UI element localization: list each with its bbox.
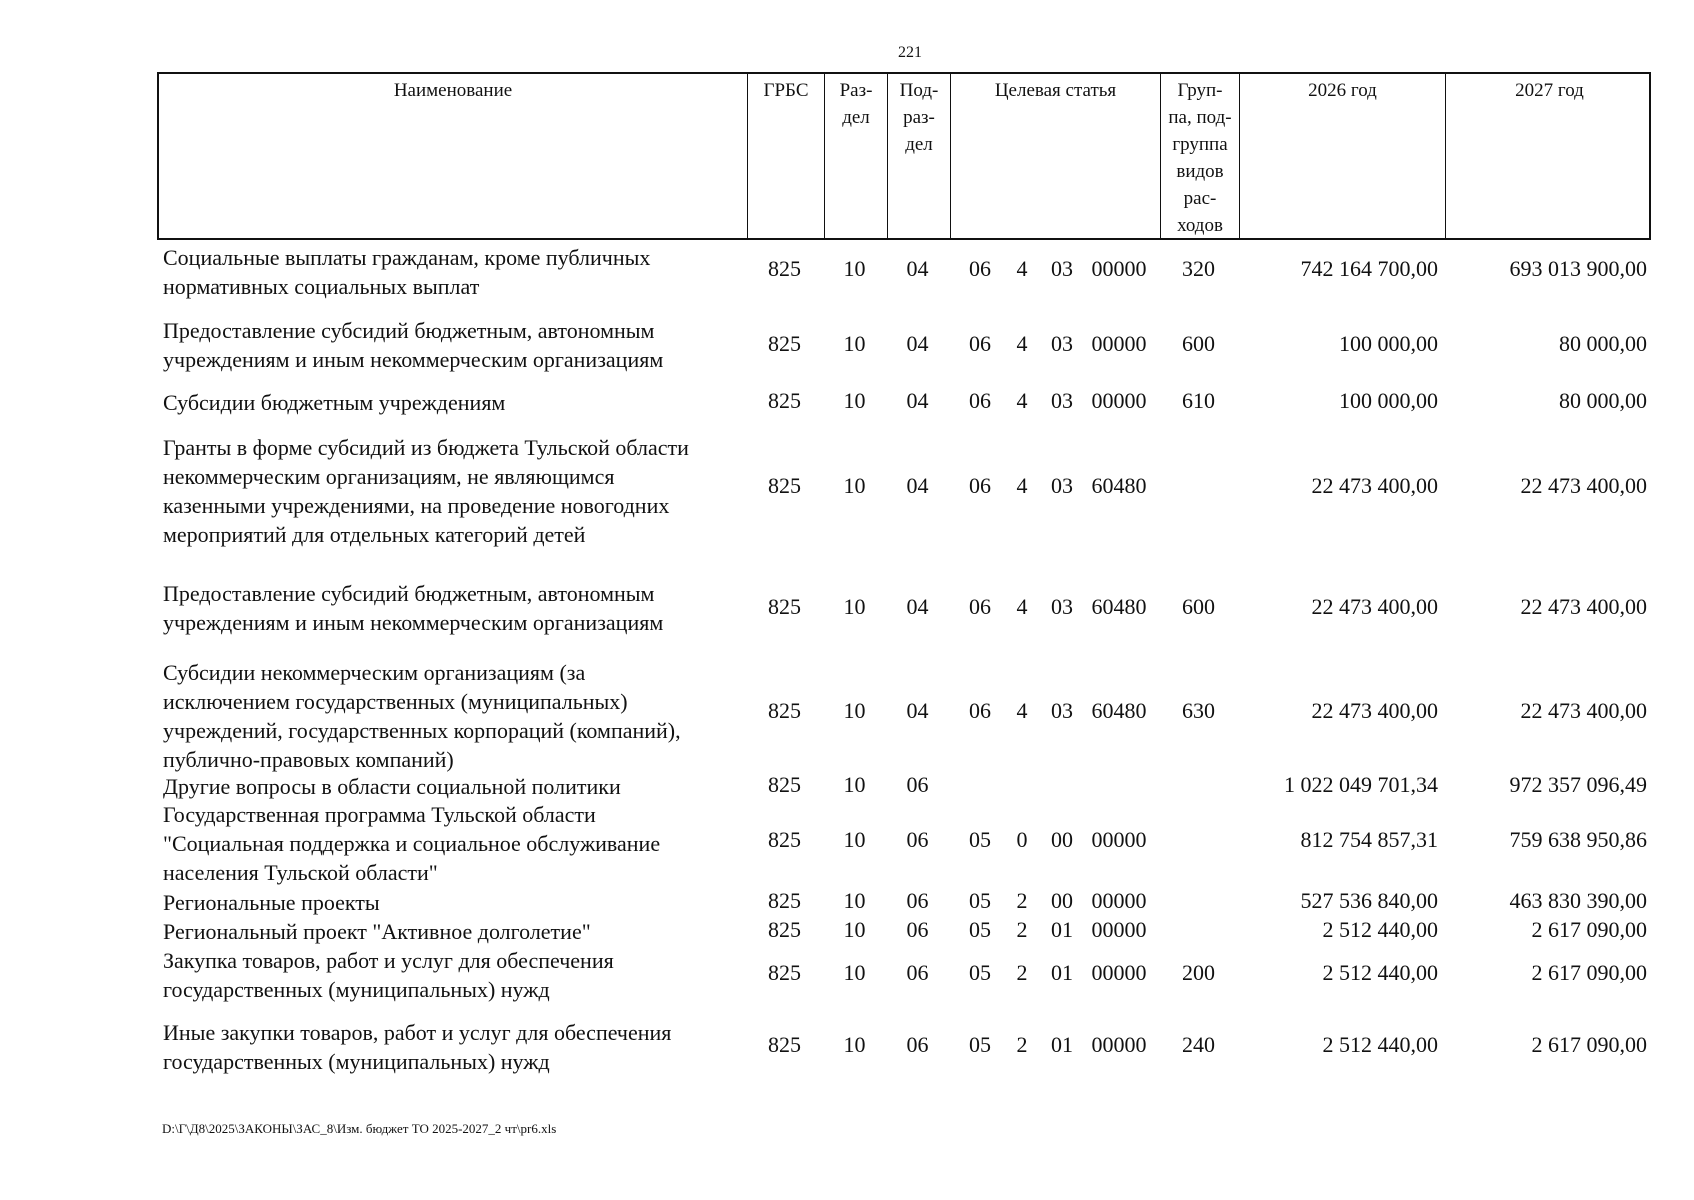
- cell-t3: 03: [1051, 331, 1073, 356]
- cell-t3: 01: [1051, 1032, 1073, 1057]
- cell-t4: 00000: [1091, 1032, 1147, 1057]
- table-row: [157, 579, 1651, 637]
- cell-t3: 00: [1051, 827, 1073, 852]
- header-podrazdel: Под- раз- дел: [888, 74, 951, 238]
- row-name: [163, 888, 743, 917]
- cell-t4: 00000: [1091, 331, 1147, 356]
- cell-t2: 2: [1016, 917, 1028, 942]
- row-name: [163, 946, 743, 1004]
- cell-pr: 06: [906, 1032, 929, 1057]
- cell-vr: 630: [1182, 698, 1215, 723]
- cell-2026: 100 000,00: [1339, 388, 1438, 413]
- cell-2026: 527 536 840,00: [1300, 888, 1438, 913]
- cell-grbs: 825: [768, 960, 801, 985]
- header-group: Груп- па, под- группа видов рас- ходов: [1161, 74, 1240, 238]
- cell-2027: 2 617 090,00: [1531, 917, 1647, 942]
- cell-pr: 04: [906, 388, 929, 413]
- header-razdel: Раз- дел: [825, 74, 888, 238]
- cell-2026: 1 022 049 701,34: [1284, 772, 1438, 797]
- table-header: [157, 72, 1651, 240]
- row-name: [163, 579, 743, 637]
- row-name-line: Гранты в форме субсидий из бюджета Тульской области: [163, 435, 689, 460]
- cell-rz: 10: [843, 388, 866, 413]
- cell-rz: 10: [843, 917, 866, 942]
- row-name-line: Предоставление субсидий бюджетным, автономным: [163, 318, 655, 343]
- row-name: [163, 243, 743, 301]
- cell-rz: 10: [843, 473, 866, 498]
- cell-grbs: 825: [768, 772, 801, 797]
- cell-t1: 05: [969, 888, 991, 913]
- table-row: [157, 800, 1651, 887]
- row-name-line: учреждениям и иным некоммерческим организациям: [163, 347, 664, 372]
- cell-t2: 4: [1016, 256, 1028, 281]
- header-target: Целевая статья: [951, 74, 1161, 238]
- header-2026: 2026 год: [1240, 74, 1446, 238]
- page-number: 221: [898, 44, 922, 61]
- cell-t1: 06: [969, 331, 991, 356]
- table-row: [157, 316, 1651, 374]
- cell-t2: 4: [1016, 331, 1028, 356]
- cell-t2: 4: [1016, 388, 1028, 413]
- cell-t3: 03: [1051, 388, 1073, 413]
- row-name-line: исключением государственных (муниципальных): [163, 689, 628, 714]
- header-2027: 2027 год: [1515, 80, 1584, 101]
- table-row: [157, 1018, 1651, 1076]
- cell-t4: 60480: [1091, 473, 1147, 498]
- cell-2027: 80 000,00: [1559, 388, 1647, 413]
- cell-t2: 2: [1016, 960, 1028, 985]
- cell-vr: 320: [1182, 256, 1215, 281]
- cell-2026: 22 473 400,00: [1311, 594, 1438, 619]
- cell-rz: 10: [843, 888, 866, 913]
- cell-t4: 00000: [1091, 917, 1147, 942]
- cell-2026: 812 754 857,31: [1300, 827, 1438, 852]
- cell-t3: 03: [1051, 594, 1073, 619]
- cell-pr: 04: [906, 594, 929, 619]
- cell-t3: 01: [1051, 917, 1073, 942]
- cell-vr: 240: [1182, 1032, 1215, 1057]
- cell-rz: 10: [843, 827, 866, 852]
- cell-t4: 00000: [1091, 827, 1147, 852]
- cell-t4: 60480: [1091, 698, 1147, 723]
- row-name-line: Иные закупки товаров, работ и услуг для обеспечения: [163, 1020, 672, 1045]
- row-name-line: Закупка товаров, работ и услуг для обеспечения: [163, 948, 614, 973]
- cell-grbs: 825: [768, 388, 801, 413]
- cell-t2: 2: [1016, 888, 1028, 913]
- row-name: [163, 388, 743, 417]
- row-name-line: казенными учреждениями, на проведение новогодних: [163, 493, 670, 518]
- cell-t3: 00: [1051, 888, 1073, 913]
- row-name: [163, 433, 743, 549]
- cell-t4: 00000: [1091, 888, 1147, 913]
- cell-2026: 100 000,00: [1339, 331, 1438, 356]
- cell-pr: 06: [906, 888, 929, 913]
- cell-t2: 4: [1016, 594, 1028, 619]
- cell-pr: 06: [906, 772, 929, 797]
- cell-grbs: 825: [768, 1032, 801, 1057]
- cell-t4: 00000: [1091, 256, 1147, 281]
- file-path-footer: D:\Г\Д8\2025\ЗАКОНЫ\ЗАС_8\Изм. бюджет ТО 2025-2027_2 чт\pr6.xls: [162, 1121, 557, 1136]
- row-name-line: нормативных социальных выплат: [163, 274, 480, 299]
- row-name: [163, 1018, 743, 1076]
- cell-t2: 0: [1016, 827, 1028, 852]
- row-name-line: населения Тульской области": [163, 860, 438, 885]
- row-name-line: учреждениям и иным некоммерческим организациям: [163, 610, 664, 635]
- cell-2026: 2 512 440,00: [1322, 960, 1438, 985]
- cell-vr: 200: [1182, 960, 1215, 985]
- cell-t3: 03: [1051, 256, 1073, 281]
- cell-t3: 03: [1051, 698, 1073, 723]
- cell-pr: 06: [906, 917, 929, 942]
- cell-2027: 972 357 096,49: [1509, 772, 1647, 797]
- cell-rz: 10: [843, 772, 866, 797]
- cell-t1: 05: [969, 960, 991, 985]
- header-grbs: ГРБС: [748, 74, 825, 238]
- cell-t3: 01: [1051, 960, 1073, 985]
- row-name-line: учреждений, государственных корпораций (компаний),: [163, 718, 681, 743]
- row-name-line: государственных (муниципальных) нужд: [163, 977, 550, 1002]
- row-name-line: "Социальная поддержка и социальное обслуживание: [163, 831, 661, 856]
- row-name-line: Другие вопросы в области социальной политики: [163, 774, 621, 799]
- row-name-line: Предоставление субсидий бюджетным, автономным: [163, 581, 655, 606]
- cell-grbs: 825: [768, 827, 801, 852]
- cell-pr: 06: [906, 827, 929, 852]
- cell-2026: 22 473 400,00: [1311, 698, 1438, 723]
- cell-rz: 10: [843, 1032, 866, 1057]
- cell-t3: 03: [1051, 473, 1073, 498]
- row-name-line: некоммерческим организациям, не являющимся: [163, 464, 615, 489]
- cell-pr: 04: [906, 473, 929, 498]
- cell-t1: 05: [969, 827, 991, 852]
- cell-grbs: 825: [768, 888, 801, 913]
- cell-grbs: 825: [768, 473, 801, 498]
- cell-pr: 06: [906, 960, 929, 985]
- cell-grbs: 825: [768, 917, 801, 942]
- cell-grbs: 825: [768, 698, 801, 723]
- cell-vr: 600: [1182, 331, 1215, 356]
- cell-2027: 22 473 400,00: [1520, 473, 1647, 498]
- row-name: [163, 917, 743, 946]
- table-row: [157, 917, 1651, 946]
- cell-2026: 742 164 700,00: [1300, 256, 1438, 281]
- cell-grbs: 825: [768, 594, 801, 619]
- row-name-line: Региональные проекты: [163, 890, 380, 915]
- cell-t1: 06: [969, 594, 991, 619]
- row-name: [163, 772, 743, 801]
- cell-t2: 4: [1016, 698, 1028, 723]
- cell-2027: 22 473 400,00: [1520, 698, 1647, 723]
- row-name: [163, 800, 743, 887]
- row-name-line: Субсидии некоммерческим организациям (за: [163, 660, 586, 685]
- cell-2027: 2 617 090,00: [1531, 960, 1647, 985]
- row-name-line: Субсидии бюджетным учреждениям: [163, 390, 506, 415]
- table-row: [157, 772, 1651, 801]
- row-name-line: Региональный проект "Активное долголетие": [163, 919, 591, 944]
- cell-t1: 05: [969, 917, 991, 942]
- cell-t1: 06: [969, 256, 991, 281]
- cell-vr: 610: [1182, 388, 1215, 413]
- row-name: [163, 316, 743, 374]
- table-row: [157, 433, 1651, 549]
- cell-t1: 06: [969, 698, 991, 723]
- cell-rz: 10: [843, 331, 866, 356]
- table-row: [157, 658, 1651, 774]
- cell-grbs: 825: [768, 256, 801, 281]
- cell-2026: 2 512 440,00: [1322, 1032, 1438, 1057]
- cell-2027: 22 473 400,00: [1520, 594, 1647, 619]
- row-name-line: мероприятий для отдельных категорий детей: [163, 522, 586, 547]
- table-row: [157, 888, 1651, 917]
- row-name-line: Социальные выплаты гражданам, кроме публичных: [163, 245, 651, 270]
- cell-pr: 04: [906, 256, 929, 281]
- cell-t2: 4: [1016, 473, 1028, 498]
- row-name-line: Государственная программа Тульской области: [163, 802, 596, 827]
- cell-rz: 10: [843, 594, 866, 619]
- row-name-line: государственных (муниципальных) нужд: [163, 1049, 550, 1074]
- table-row: [157, 388, 1651, 417]
- cell-2027: 759 638 950,86: [1509, 827, 1647, 852]
- row-name: [163, 658, 743, 774]
- cell-t2: 2: [1016, 1032, 1028, 1057]
- cell-t1: 05: [969, 1032, 991, 1057]
- cell-t4: 60480: [1091, 594, 1147, 619]
- cell-t1: 06: [969, 388, 991, 413]
- cell-2027: 463 830 390,00: [1509, 888, 1647, 913]
- cell-t4: 00000: [1091, 960, 1147, 985]
- cell-vr: 600: [1182, 594, 1215, 619]
- cell-pr: 04: [906, 331, 929, 356]
- cell-rz: 10: [843, 698, 866, 723]
- cell-2027: 693 013 900,00: [1509, 256, 1647, 281]
- cell-2027: 80 000,00: [1559, 331, 1647, 356]
- cell-pr: 04: [906, 698, 929, 723]
- header-name: Наименование: [159, 74, 748, 238]
- row-name-line: публично-правовых компаний): [163, 747, 454, 772]
- cell-t1: 06: [969, 473, 991, 498]
- cell-t4: 00000: [1091, 388, 1147, 413]
- cell-rz: 10: [843, 256, 866, 281]
- cell-2026: 22 473 400,00: [1311, 473, 1438, 498]
- table-row: [157, 946, 1651, 1004]
- cell-grbs: 825: [768, 331, 801, 356]
- table-row: [157, 243, 1651, 301]
- cell-rz: 10: [843, 960, 866, 985]
- cell-2027: 2 617 090,00: [1531, 1032, 1647, 1057]
- cell-2026: 2 512 440,00: [1322, 917, 1438, 942]
